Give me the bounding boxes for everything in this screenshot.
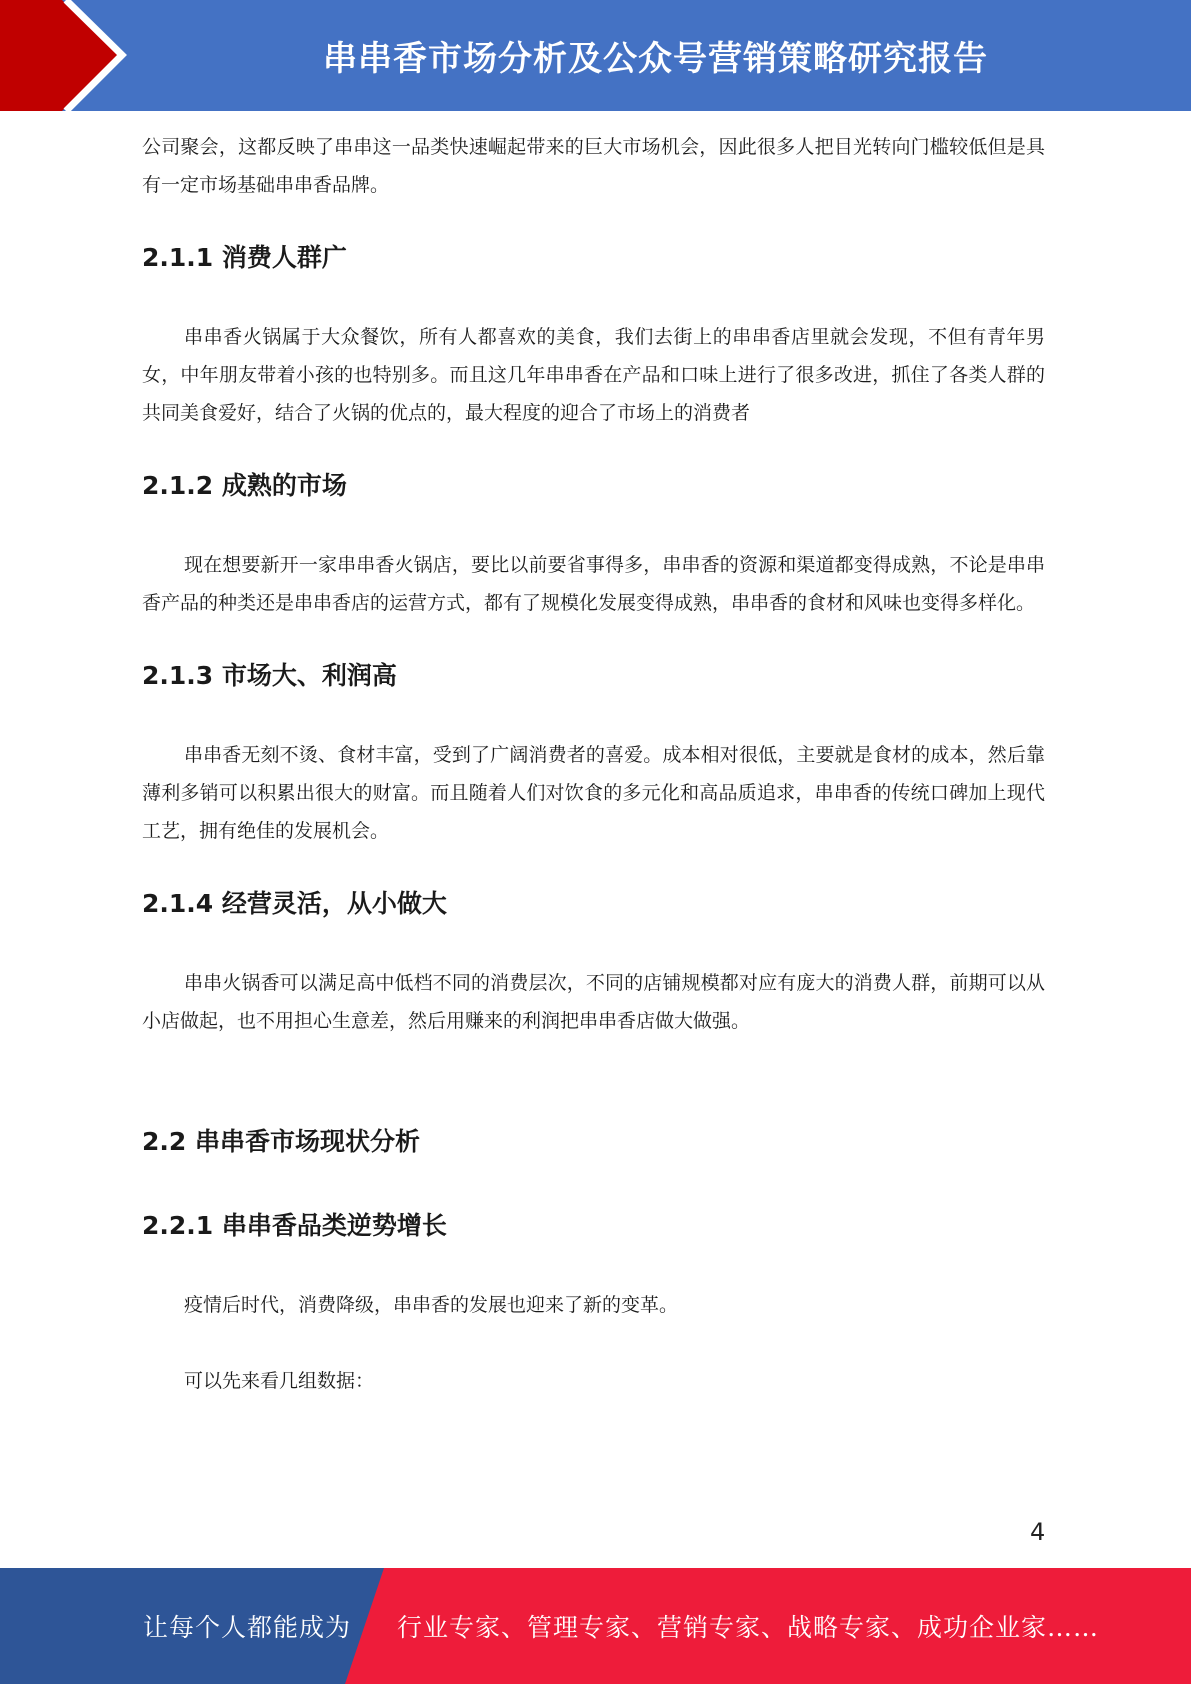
page-number: 4 bbox=[1030, 1518, 1046, 1546]
section-2-1-1-paragraph: 串串香火锅属于大众餐饮，所有人都喜欢的美食，我们去街上的串串香店里就会发现，不但有青年男女，中年朋友带着小孩的也特别多。而且这几年串串香在产品和口味上进行了很多改进，抓住了各类人群的共同美食爱好，结合了火锅的优点的，最大程度的迎合了市场上的消费者 bbox=[142, 326, 1045, 424]
report-title: 串串香市场分析及公众号营销策略研究报告 bbox=[323, 39, 988, 79]
footer-slogan-left: 让每个人都能成为 bbox=[143, 1613, 352, 1642]
section-2-1-4-paragraph: 串串火锅香可以满足高中低档不同的消费层次，不同的店铺规模都对应有庞大的消费人群，前期可以从小店做起，也不用担心生意差，然后用赚来的利润把串串香店做大做强。 bbox=[142, 972, 1045, 1032]
section-2-2-1-heading: 2.2.1 串串香品类逆势增长 bbox=[142, 1211, 447, 1240]
intro-paragraph: 公司聚会，这都反映了串串这一品类快速崛起带来的巨大市场机会，因此很多人把目光转向门槛较低但是具有一定市场基础串串香品牌。 bbox=[142, 136, 1045, 196]
section-2-1-3-heading: 2.1.3 市场大、利润高 bbox=[142, 661, 397, 690]
page-header bbox=[0, 0, 1191, 111]
section-2-2-1-paragraph-2: 可以先来看几组数据： bbox=[184, 1370, 375, 1392]
page-footer bbox=[0, 1568, 1191, 1684]
section-2-1-2-paragraph: 现在想要新开一家串串香火锅店，要比以前要省事得多，串串香的资源和渠道都变得成熟，不论是串串香产品的种类还是串串香店的运营方式，都有了规模化发展变得成熟，串串香的食材和风味也变得多样化。 bbox=[142, 554, 1045, 614]
section-2-1-4-heading: 2.1.4 经营灵活，从小做大 bbox=[142, 889, 447, 918]
section-2-1-3-paragraph: 串串香无刻不烫、食材丰富，受到了广阔消费者的喜爱。成本相对很低，主要就是食材的成本，然后靠薄利多销可以积累出很大的财富。而且随着人们对饮食的多元化和高品质追求，串串香的传统口碑加上现代工艺，拥有绝佳的发展机会。 bbox=[142, 744, 1045, 842]
section-2-2-1-paragraph-1: 疫情后时代，消费降级，串串香的发展也迎来了新的变革。 bbox=[184, 1294, 679, 1316]
section-2-1-2-heading: 2.1.2 成熟的市场 bbox=[142, 471, 347, 500]
section-2-2-heading: 2.2 串串香市场现状分析 bbox=[142, 1127, 420, 1156]
footer-slogan-right: 行业专家、管理专家、营销专家、战略专家、成功企业家…… bbox=[397, 1613, 1100, 1642]
main-content bbox=[142, 128, 1045, 1400]
section-2-1-1-heading: 2.1.1 消费人群广 bbox=[142, 243, 347, 272]
